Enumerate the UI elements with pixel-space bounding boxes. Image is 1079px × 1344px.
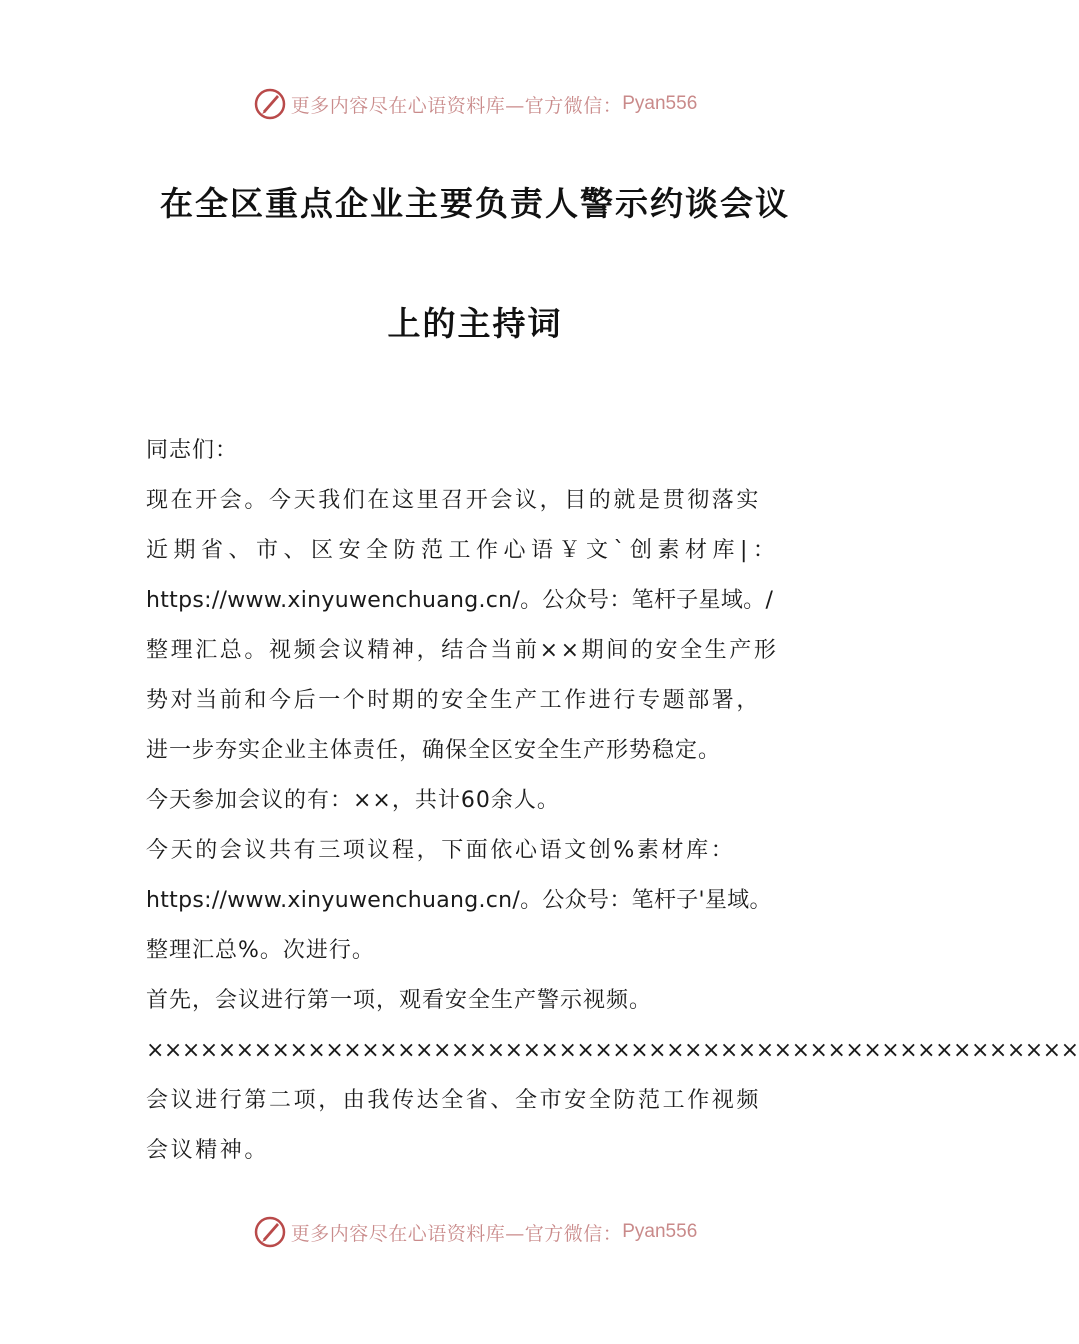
body-line: https://www.xinyuwenchuang.cn/。公众号：笔杆子星域。/ xyxy=(146,588,774,613)
body-line: 势对当前和今后一个时期的安全生产工作进行专题部署， xyxy=(146,688,762,713)
pen-logo-icon xyxy=(253,87,287,121)
watermark-text: 更多内容尽在心语资料库—官方微信： xyxy=(290,1222,623,1245)
watermark-text: 更多内容尽在心语资料库—官方微信： xyxy=(290,94,623,117)
body-line: 近期省、市、区安全防范工作心语￥文`创素材库|： xyxy=(146,538,781,563)
body-line: 今天的会议共有三项议程，下面依心语文创%素材库： xyxy=(146,838,736,863)
body-line: 整理汇总%。次进行。 xyxy=(146,938,375,963)
watermark-wechat: Pyan556 xyxy=(622,93,698,114)
body-line: 整理汇总。视频会议精神，结合当前××期间的安全生产形 xyxy=(146,638,779,663)
body-line: 今天参加会议的有：××，共计60余人。 xyxy=(146,788,560,813)
body-line: 会议精神。 xyxy=(146,1138,270,1163)
body-line: 现在开会。今天我们在这里召开会议，目的就是贯彻落实 xyxy=(146,488,762,513)
watermark-banner-bottom xyxy=(0,1212,950,1252)
document-title-line-1: 在全区重点企业主要负责人警示约谈会议 xyxy=(160,184,790,223)
document-body xyxy=(146,426,1079,1176)
body-line: 进一步夯实企业主体责任，确保全区安全生产形势稳定。 xyxy=(146,738,722,763)
watermark-wechat: Pyan556 xyxy=(622,1221,698,1242)
document-title-line-2: 上的主持词 xyxy=(387,304,563,343)
watermark-banner-top xyxy=(0,84,950,124)
body-line: 同志们： xyxy=(146,438,239,463)
body-line: 首先，会议进行第一项，观看安全生产警示视频。 xyxy=(146,988,653,1013)
body-line: ×××××××××××××××××××××××××××××××××××××××××××××××××××× xyxy=(146,1038,1079,1063)
body-line: https://www.xinyuwenchuang.cn/。公众号：笔杆子'星域。 xyxy=(146,888,772,913)
pen-logo-icon xyxy=(253,1215,287,1249)
body-line: 会议进行第二项，由我传达全省、全市安全防范工作视频 xyxy=(146,1088,762,1113)
